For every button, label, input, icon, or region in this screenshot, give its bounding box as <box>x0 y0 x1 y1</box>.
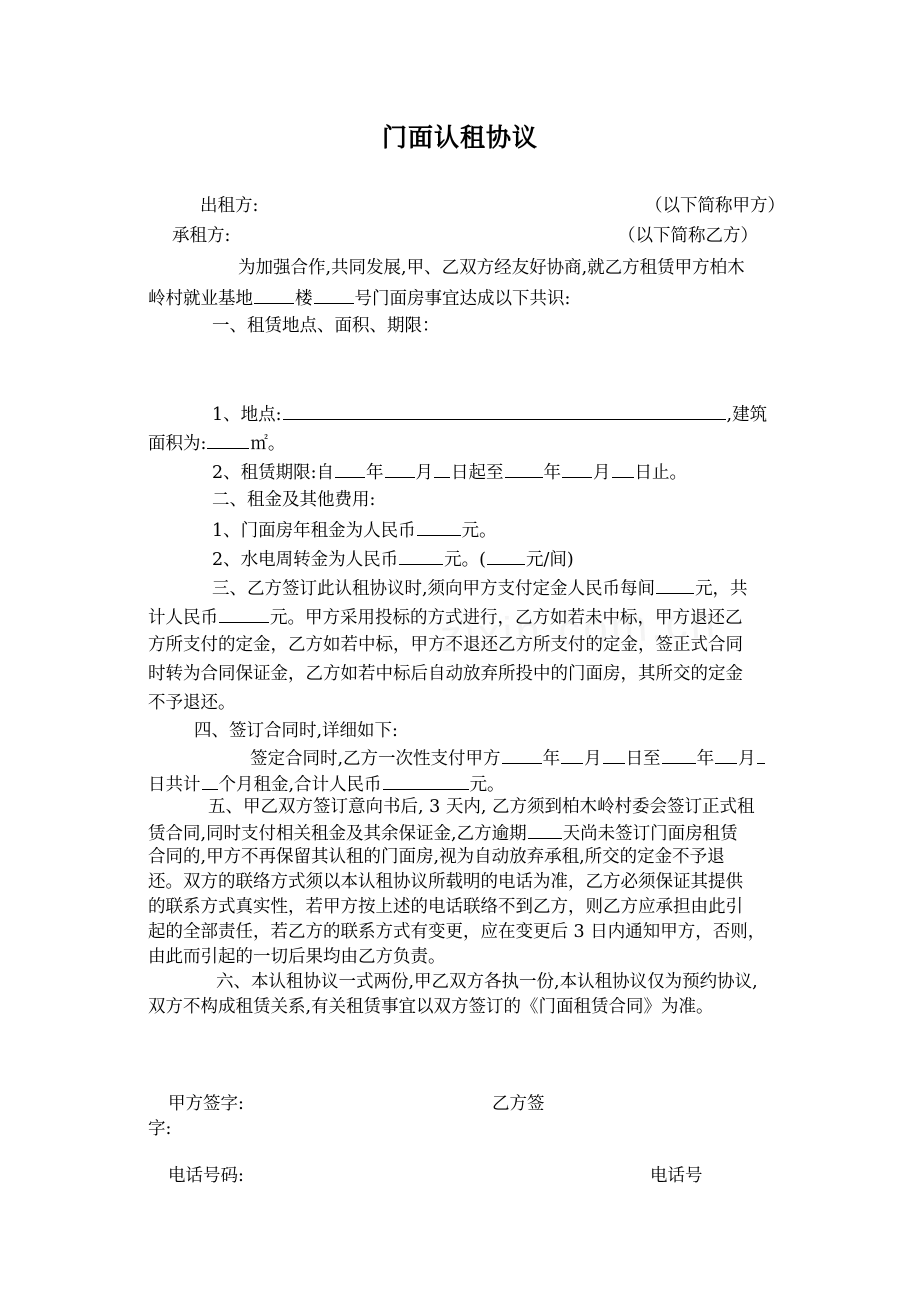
section-3-line-5: 不予退还。 <box>148 693 236 713</box>
section-2-item-2: 2、水电周转金为人民币 元。( 元/间) <box>212 546 574 572</box>
section-3-line-1: 三、乙方签订此认租协议时,须向甲方支付定金人民币每间 元，共 <box>212 575 748 601</box>
section-5-line-1: 五、甲乙双方签订意向书后, 3 天内, 乙方须到柏木岭村委会签订正式租 <box>208 797 755 817</box>
section-5-line-6: 起的全部责任，若乙方的联系方式有变更，应在变更后 3 日内通知甲方，否则， <box>148 922 766 942</box>
lessee-label: 承租方: <box>172 226 231 246</box>
section-4-heading: 四、签订合同时,详细如下: <box>194 721 398 741</box>
party-b-signature-label-cont: 字: <box>148 1119 172 1139</box>
section-5-line-7: 由此而引起的一切后果均由乙方负责。 <box>148 947 446 967</box>
section-5-line-4: 还。双方的联络方式须以本认租协议所载明的电话为准，乙方必须保证其提供 <box>148 872 743 892</box>
section-5-line-5: 的联系方式真实性，若甲方按上述的电话联络不到乙方，则乙方应承担由此引 <box>148 897 743 917</box>
section-1-heading: 一、租赁地点、面积、期限： <box>212 316 440 336</box>
section-3-line-2: 计人民币 元。甲方采用投标的方式进行，乙方如若未中标，甲方退还乙 <box>148 604 743 630</box>
party-a-signature-label: 甲方签字: <box>168 1094 244 1114</box>
section-2-item-1: 1、门面房年租金为人民币 元。 <box>212 517 497 543</box>
lessor-label: 出租方: <box>200 196 259 216</box>
section-4-line-2: 日共计 个月租金,合计人民币 元。 <box>148 771 505 797</box>
intro-line-2: 岭村就业基地 楼 号门面房事宜达成以下共识: <box>148 285 570 311</box>
party-b-phone-label: 电话号 <box>650 1166 703 1186</box>
section-5-line-3: 合同的,甲方不再保留其认租的门面房,视为自动放弃承租,所交的定金不予退 <box>148 847 725 867</box>
intro-line-1: 为加强合作,共同发展,甲、乙双方经友好协商,就乙方租赁甲方柏木 <box>238 258 745 278</box>
section-5-line-2: 赁合同,同时支付相关租金及其余保证金,乙方逾期 天尚未签订门面房租赁 <box>148 820 738 846</box>
party-a-phone-label: 电话号码: <box>168 1166 244 1186</box>
section-1-item-1: 1、地点: ,建筑 <box>212 401 767 427</box>
section-1-item-2: 2、租赁期限:自 年 月 日起至 年 月 日止。 <box>212 459 687 485</box>
lessor-note: （以下简称甲方） <box>645 196 785 216</box>
section-4-line-1: 签定合同时,乙方一次性支付甲方 年 月 日至 年 月 <box>250 745 766 771</box>
section-1-area: 面积为: ㎡。 <box>148 430 285 456</box>
section-6-line-1: 六、本认租协议一式两份,甲乙双方各执一份,本认租协议仅为预约协议, <box>216 972 758 992</box>
document-title: 门面认租协议 <box>381 123 538 152</box>
lessee-note: （以下简称乙方） <box>618 226 758 246</box>
section-3-line-3: 方所支付的定金，乙方如若中标，甲方不退还乙方所支付的定金，签正式合同 <box>148 635 743 655</box>
section-2-heading: 二、租金及其他费用: <box>212 490 376 510</box>
section-3-line-4: 时转为合同保证金，乙方如若中标后自动放弃所投中的门面房，其所交的定金 <box>148 664 743 684</box>
party-b-signature-label: 乙方签 <box>492 1094 545 1114</box>
section-6-line-2: 双方不构成租赁关系,有关租赁事宜以双方签订的《门面租赁合同》为准。 <box>148 997 714 1017</box>
